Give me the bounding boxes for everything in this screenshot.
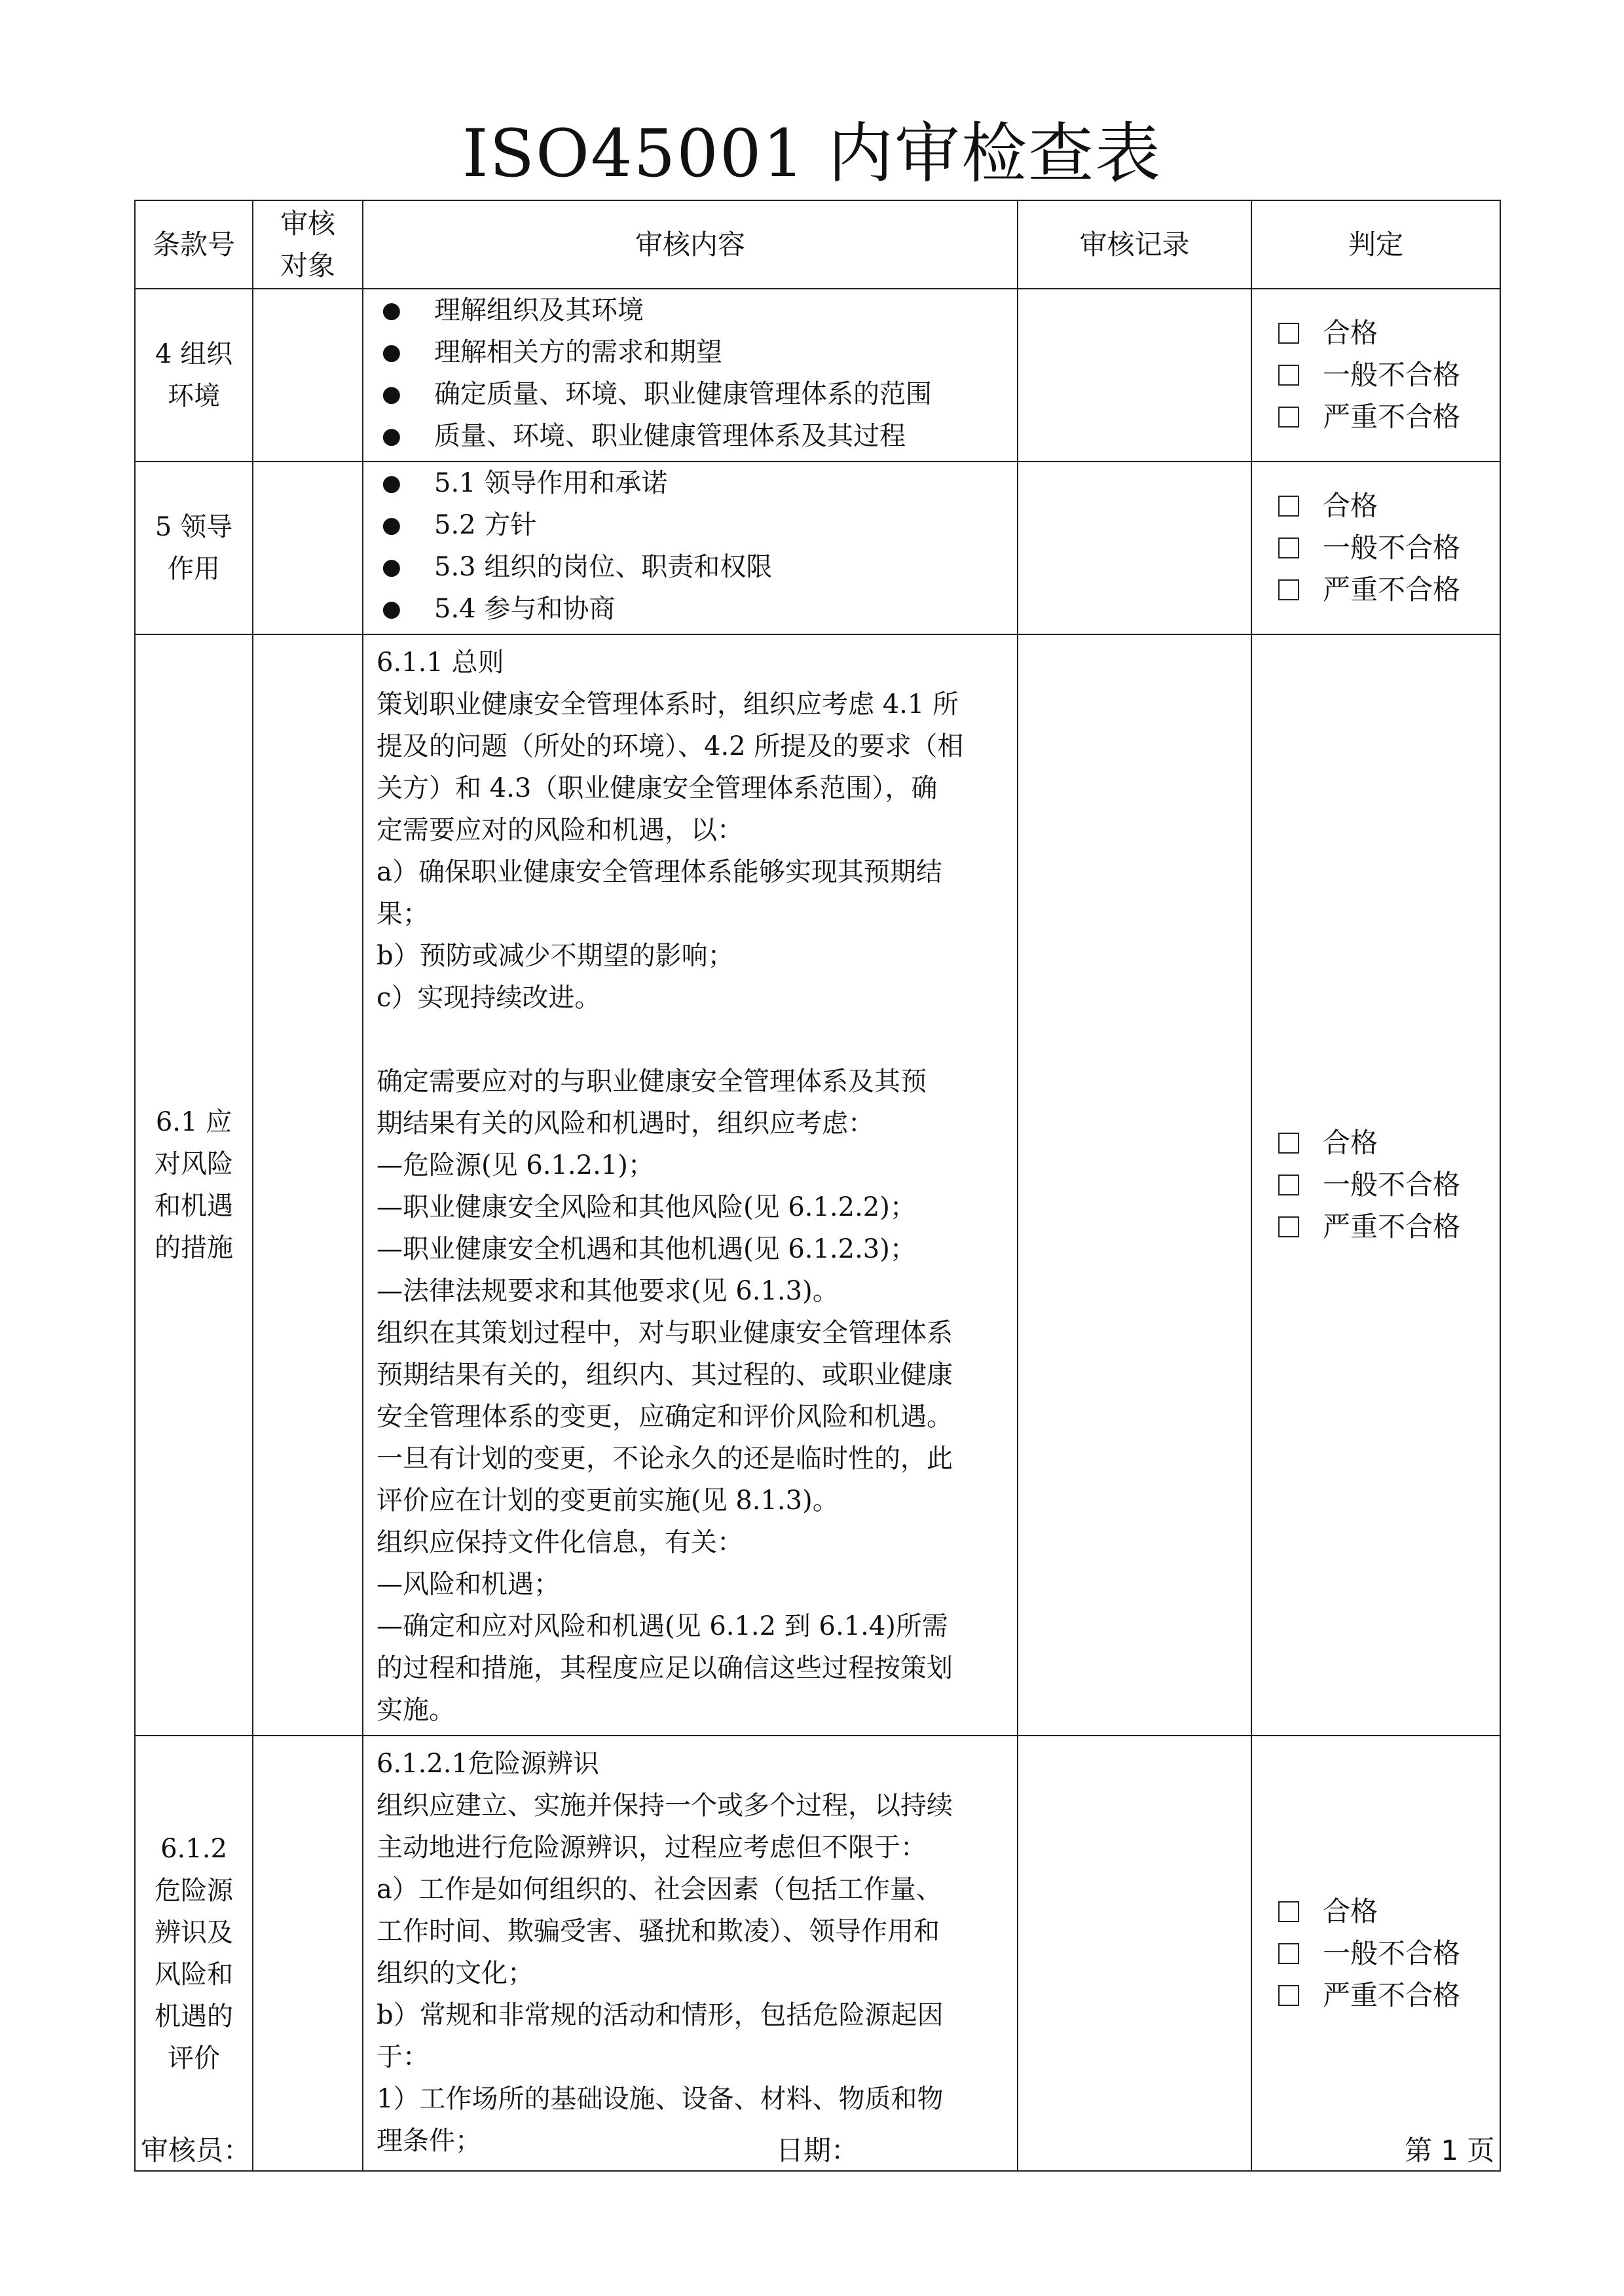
audit-content-cell xyxy=(363,1736,1018,2171)
clause-line: 对风险 xyxy=(155,1149,233,1179)
clause-line: 机遇的 xyxy=(155,2001,233,2032)
checkbox-icon[interactable] xyxy=(1278,323,1299,344)
header-object xyxy=(253,200,363,289)
content-bullet: ● 5.2 方针 xyxy=(377,504,1008,546)
audit-object-cell[interactable] xyxy=(253,462,363,634)
content-line: 6.1.2.1危险源辨识 xyxy=(377,1749,599,1779)
footer-auditor: 审核员： xyxy=(141,2134,251,2166)
checkbox-icon[interactable] xyxy=(1278,538,1299,558)
verdict-option-major-nc[interactable] xyxy=(1278,569,1500,611)
content-bullet-list xyxy=(377,462,1008,630)
content-line: 于： xyxy=(377,2042,429,2072)
content-line: b）常规和非常规的活动和情形，包括危险源起因 xyxy=(377,2000,944,2030)
clause-cell xyxy=(135,1736,253,2171)
clause-line: 风险和 xyxy=(155,1959,233,1990)
content-bullet: ● 理解相关方的需求和期望 xyxy=(377,331,1008,373)
content-line: 主动地进行危险源辨识，过程应考虑但不限于： xyxy=(377,1832,927,1863)
audit-object-cell[interactable] xyxy=(253,1736,363,2171)
verdict-label: 合格 xyxy=(1323,1127,1378,1159)
verdict-cell xyxy=(1251,634,1500,1736)
audit-record-cell[interactable] xyxy=(1018,1736,1251,2171)
checkbox-icon[interactable] xyxy=(1278,1133,1299,1154)
content-bullet: ● 5.3 组织的岗位、职责和权限 xyxy=(377,546,1008,588)
content-line: b）预防或减少不期望的影响； xyxy=(377,941,734,971)
header-content: 审核内容 xyxy=(363,200,1018,289)
clause-line: 作用 xyxy=(168,554,220,584)
checkbox-icon[interactable] xyxy=(1278,1943,1299,1964)
clause-line: 辨识及 xyxy=(155,1917,233,1948)
content-line: —确定和应对风险和机遇(见 6.1.2 到 6.1.4)所需 xyxy=(377,1611,948,1641)
verdict-option-major-nc[interactable] xyxy=(1278,396,1500,438)
checkbox-icon[interactable] xyxy=(1278,365,1299,386)
verdict-cell xyxy=(1251,462,1500,634)
content-line: 安全管理体系的变更，应确定和评价风险和机遇。 xyxy=(377,1402,953,1432)
verdict-option-pass[interactable] xyxy=(1278,312,1500,354)
verdict-option-minor-nc[interactable] xyxy=(1278,527,1500,569)
verdict-label: 合格 xyxy=(1323,1895,1378,1927)
verdict-option-pass[interactable] xyxy=(1278,1891,1500,1933)
verdict-label: 严重不合格 xyxy=(1323,401,1461,433)
audit-record-cell[interactable] xyxy=(1018,634,1251,1736)
clause-cell xyxy=(135,289,253,462)
content-line: 组织应建立、实施并保持一个或多个过程，以持续 xyxy=(377,1791,953,1821)
verdict-label: 严重不合格 xyxy=(1323,1211,1461,1243)
table-row xyxy=(135,634,1500,1736)
audit-content-cell xyxy=(363,462,1018,634)
header-clause: 条款号 xyxy=(135,200,253,289)
content-bullet: ● 5.4 参与和协商 xyxy=(377,588,1008,630)
header-verdict: 判定 xyxy=(1251,200,1500,289)
clause-line: 6.1 应 xyxy=(155,1107,232,1137)
content-line: 组织应保持文件化信息，有关： xyxy=(377,1527,743,1558)
content-bullet: ● 理解组织及其环境 xyxy=(377,289,1008,331)
content-line: —危险源(见 6.1.2.1)； xyxy=(377,1150,654,1180)
table-row xyxy=(135,462,1500,634)
clause-cell xyxy=(135,634,253,1736)
content-line: 实施。 xyxy=(377,1695,455,1725)
audit-checklist-table xyxy=(134,200,1501,2172)
checkbox-icon[interactable] xyxy=(1278,1901,1299,1922)
content-bullet: ● 确定质量、环境、职业健康管理体系的范围 xyxy=(377,373,1008,415)
content-line: 理条件； xyxy=(377,2126,481,2156)
content-line: 期结果有关的风险和机遇时，组织应考虑： xyxy=(377,1108,874,1139)
table-header-row xyxy=(135,200,1500,289)
audit-record-cell[interactable] xyxy=(1018,289,1251,462)
verdict-label: 严重不合格 xyxy=(1323,1978,1461,2011)
content-line: 一旦有计划的变更，不论永久的还是临时性的，此 xyxy=(377,1444,953,1474)
verdict-label: 一般不合格 xyxy=(1323,1937,1461,1969)
clause-line: 和机遇 xyxy=(155,1191,233,1221)
clause-cell xyxy=(135,462,253,634)
checkbox-icon[interactable] xyxy=(1278,496,1299,517)
verdict-cell xyxy=(1251,289,1500,462)
content-line: 组织在其策划过程中，对与职业健康安全管理体系 xyxy=(377,1318,953,1348)
clause-line: 环境 xyxy=(168,381,220,411)
checkbox-icon[interactable] xyxy=(1278,1985,1299,2006)
content-bullet: ● 质量、环境、职业健康管理体系及其过程 xyxy=(377,415,1008,457)
content-line: 关方）和 4.3（职业健康安全管理体系范围），确 xyxy=(377,773,938,803)
footer-date: 日期： xyxy=(776,2134,859,2166)
verdict-label: 合格 xyxy=(1323,490,1378,522)
verdict-option-minor-nc[interactable] xyxy=(1278,1164,1500,1206)
audit-content-cell xyxy=(363,289,1018,462)
content-line: c）实现持续改进。 xyxy=(377,983,601,1013)
verdict-option-minor-nc[interactable] xyxy=(1278,1933,1500,1975)
verdict-label: 合格 xyxy=(1323,317,1378,349)
verdict-label: 一般不合格 xyxy=(1323,1169,1461,1201)
clause-line: 5 领导 xyxy=(155,512,233,542)
clause-line: 6.1.2 xyxy=(160,1833,227,1864)
header-object-line: 对象 xyxy=(280,249,335,282)
content-line: 1）工作场所的基础设施、设备、材料、物质和物 xyxy=(377,2084,944,2114)
content-blank-line xyxy=(377,1019,1008,1061)
content-line: —职业健康安全机遇和其他机遇(见 6.1.2.3)； xyxy=(377,1234,916,1264)
content-line: —职业健康安全风险和其他风险(见 6.1.2.2)； xyxy=(377,1192,916,1222)
content-bullet: ● 5.1 领导作用和承诺 xyxy=(377,462,1008,504)
clause-line: 4 组织 xyxy=(155,339,233,369)
content-line: 的过程和措施，其程度应足以确信这些过程按策划 xyxy=(377,1653,953,1683)
header-record: 审核记录 xyxy=(1018,200,1251,289)
content-line: 工作时间、欺骗受害、骚扰和欺凌）、领导作用和 xyxy=(377,1916,940,1946)
audit-content-cell xyxy=(363,634,1018,1736)
content-line: 确定需要应对的与职业健康安全管理体系及其预 xyxy=(377,1066,927,1097)
audit-object-cell[interactable] xyxy=(253,634,363,1736)
header-object-line: 审核 xyxy=(280,207,335,240)
clause-line: 评价 xyxy=(168,2043,220,2073)
checkbox-icon[interactable] xyxy=(1278,579,1299,600)
footer-page-number: 第 1 页 xyxy=(1405,2134,1495,2166)
checkbox-icon[interactable] xyxy=(1278,1216,1299,1237)
content-line: a）工作是如何组织的、社会因素（包括工作量、 xyxy=(377,1874,942,1904)
content-line: a）确保职业健康安全管理体系能够实现其预期结 xyxy=(377,857,942,887)
audit-record-cell[interactable] xyxy=(1018,462,1251,634)
verdict-option-major-nc[interactable] xyxy=(1278,1975,1500,2016)
verdict-option-major-nc[interactable] xyxy=(1278,1206,1500,1248)
content-line: 组织的文化； xyxy=(377,1958,534,1988)
content-line: 提及的问题（所处的环境）、4.2 所提及的要求（相 xyxy=(377,731,964,761)
verdict-label: 一般不合格 xyxy=(1323,532,1461,564)
clause-line: 的措施 xyxy=(155,1233,233,1263)
verdict-option-pass[interactable] xyxy=(1278,485,1500,527)
verdict-option-minor-nc[interactable] xyxy=(1278,354,1500,396)
checkbox-icon[interactable] xyxy=(1278,407,1299,428)
checkbox-icon[interactable] xyxy=(1278,1175,1299,1195)
content-line: 预期结果有关的，组织内、其过程的、或职业健康 xyxy=(377,1360,953,1390)
verdict-label: 一般不合格 xyxy=(1323,359,1461,391)
content-line: 评价应在计划的变更前实施(见 8.1.3)。 xyxy=(377,1485,839,1516)
content-line: 策划职业健康安全管理体系时，组织应考虑 4.1 所 xyxy=(377,689,959,720)
verdict-option-pass[interactable] xyxy=(1278,1122,1500,1164)
audit-object-cell[interactable] xyxy=(253,289,363,462)
content-bullet-list xyxy=(377,289,1008,457)
content-line: —风险和机遇； xyxy=(377,1569,560,1599)
table-row xyxy=(135,289,1500,462)
verdict-label: 严重不合格 xyxy=(1323,574,1461,606)
clause-line: 危险源 xyxy=(155,1875,233,1906)
content-line: 6.1.1 总则 xyxy=(377,647,504,678)
verdict-cell xyxy=(1251,1736,1500,2171)
content-line: —法律法规要求和其他要求(见 6.1.3)。 xyxy=(377,1276,839,1306)
page-title: ISO45001 内审检查表 xyxy=(462,115,1162,192)
table-row xyxy=(135,1736,1500,2171)
content-line: 定需要应对的风险和机遇，以： xyxy=(377,815,743,845)
content-line: 果； xyxy=(377,899,429,929)
